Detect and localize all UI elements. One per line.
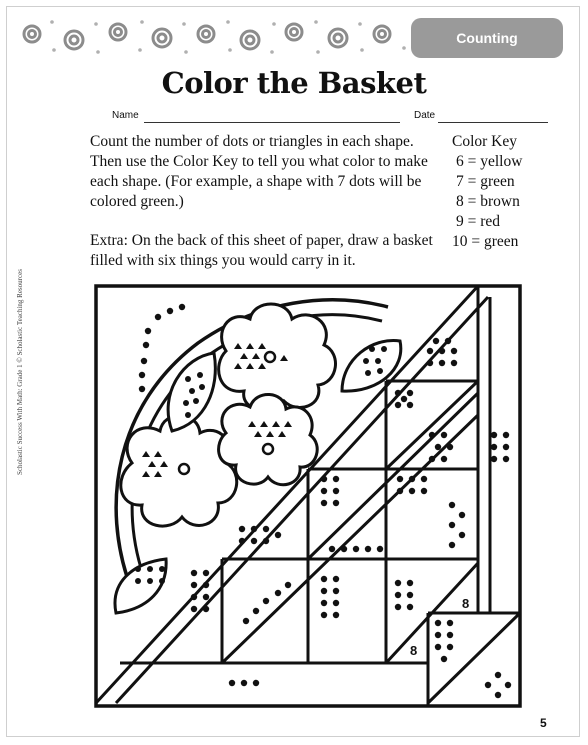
section-tab-label: Counting [456, 30, 518, 46]
number-label-eight: 8 [410, 643, 418, 658]
color-key-item: 6 = yellow [456, 153, 523, 170]
flower-top-center [265, 352, 275, 362]
side-credit: Scholastic Success With Math: Grade 1 © Scholastic Teaching Resources [16, 269, 24, 475]
section-tab [411, 18, 563, 58]
date-line[interactable] [438, 122, 548, 123]
color-key-item: 8 = brown [456, 193, 520, 210]
flower-left-center [179, 464, 189, 474]
page-title: Color the Basket [161, 66, 427, 100]
extra-activity-text: Extra: On the back of this sheet of paper, draw a basket filled with six things you would carry in it. [90, 232, 433, 269]
color-key [452, 132, 552, 252]
name-label: Name [112, 110, 139, 121]
flower-top [219, 304, 336, 410]
swirl-decoration [14, 12, 414, 60]
color-key-item: 10 = green [452, 233, 519, 250]
name-date-row [112, 110, 582, 126]
color-key-item: 9 = red [456, 213, 501, 230]
color-key-title: Color Key [452, 133, 518, 150]
basket-picture [88, 283, 524, 711]
name-line[interactable] [144, 122, 400, 123]
page-number: 5 [540, 716, 547, 730]
instructions-text: Count the number of dots or triangles in each shape. Then use the Color Key to tell you what color to make each shape. (For example, a shape with 7 dots will be colored green.) [90, 133, 428, 210]
date-label: Date [414, 110, 436, 121]
color-key-item: 7 = green [456, 173, 515, 190]
flower-middle-center [263, 444, 273, 454]
number-label-eight: 8 [462, 596, 470, 611]
